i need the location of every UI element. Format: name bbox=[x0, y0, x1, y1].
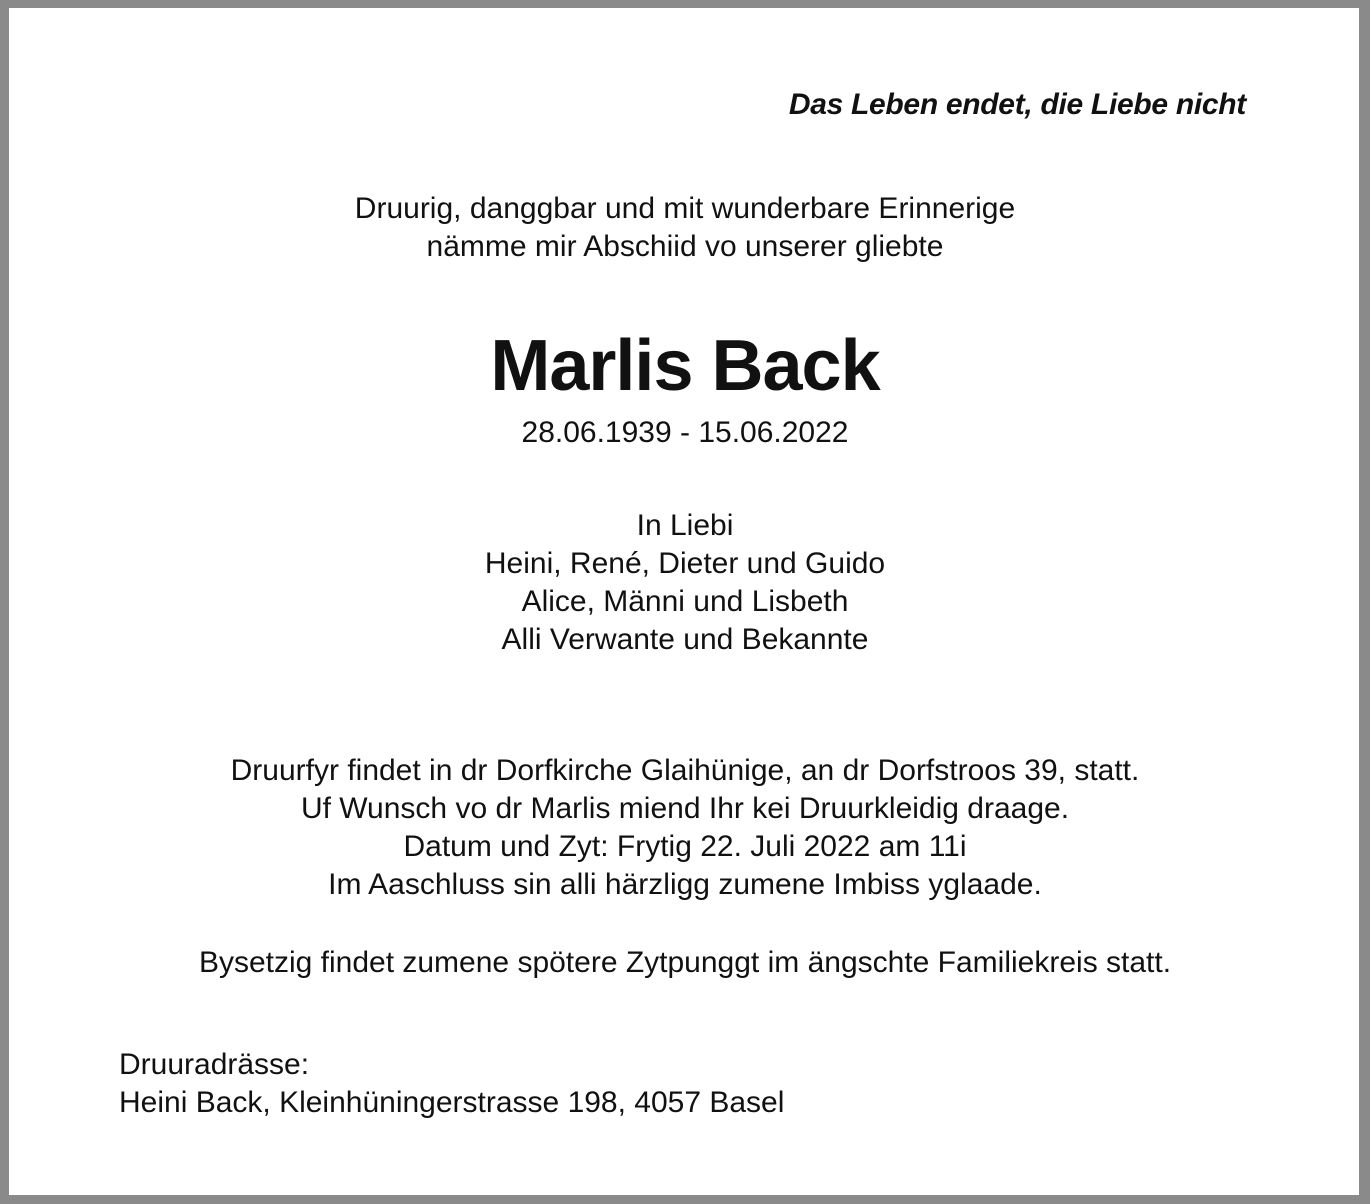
service-line-1: Druurfyr findet in dr Dorfkirche Glaihünige, an dr Dorfstroos 39, statt. bbox=[230, 754, 1140, 787]
family-line-3: Alice, Männi und Lisbeth bbox=[521, 585, 849, 618]
service-details bbox=[0, 752, 1370, 904]
family-line-4: Alli Verwante und Bekannte bbox=[501, 623, 869, 656]
life-dates-block bbox=[0, 414, 1370, 452]
deceased-name: Marlis Back bbox=[490, 326, 880, 406]
service-line-2: Uf Wunsch vo dr Marlis miend Ihr kei Druurkleidig draage. bbox=[300, 792, 1070, 825]
family-line-1: In Liebi bbox=[636, 509, 734, 542]
burial-line-1: Bysetzig findet zumene spötere Zytpunggt im ängschte Familiekreis statt. bbox=[198, 946, 1172, 979]
intro-line-2: nämme mir Abschiid vo unserer gliebte bbox=[426, 230, 944, 263]
family-line-2: Heini, René, Dieter und Guido bbox=[484, 547, 886, 580]
mourning-address bbox=[119, 1046, 784, 1122]
service-line-4: Im Aaschluss sin alli härzligg zumene Imbiss yglaade. bbox=[328, 868, 1042, 901]
family-list bbox=[0, 507, 1370, 659]
burial-notice bbox=[0, 944, 1370, 982]
service-line-3: Datum und Zyt: Frytig 22. Juli 2022 am 11i bbox=[403, 830, 967, 863]
intro-line-1: Druurig, danggbar und mit wunderbare Erinnerige bbox=[354, 192, 1016, 225]
address-label: Druuradrässe: bbox=[119, 1048, 310, 1081]
life-dates: 28.06.1939 - 15.06.2022 bbox=[521, 416, 849, 449]
motto-heading: Das Leben endet, die Liebe nicht bbox=[788, 88, 1246, 121]
address-value: Heini Back, Kleinhüningerstrasse 198, 4057 Basel bbox=[119, 1086, 785, 1119]
intro-text bbox=[0, 190, 1370, 266]
